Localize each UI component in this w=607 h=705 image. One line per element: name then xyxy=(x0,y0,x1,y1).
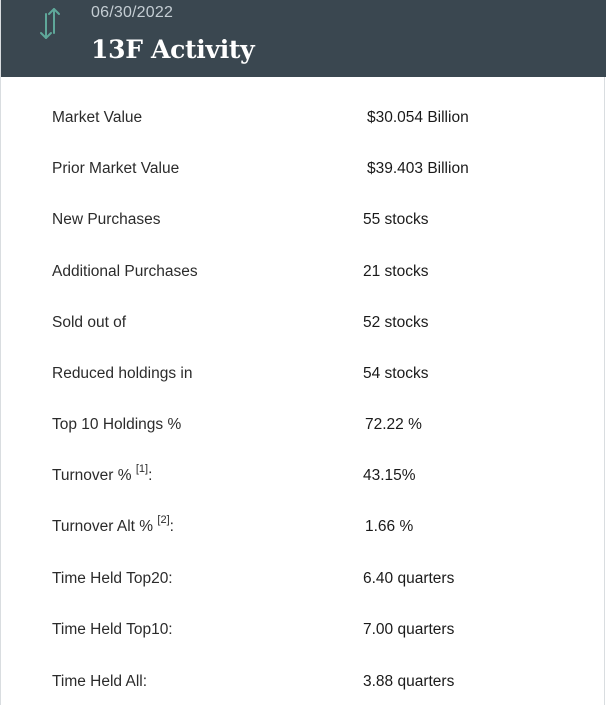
turnover-label-text: Turnover % xyxy=(52,467,132,484)
top10-holdings-value: 72.22 % xyxy=(365,416,422,433)
card-header xyxy=(1,0,606,77)
turnover-alt-value: 1.66 % xyxy=(365,518,414,535)
sold-out-of-value: 52 stocks xyxy=(363,314,429,331)
turnover-alt-footnote-link[interactable]: [2] xyxy=(157,514,170,526)
new-purchases-value: 55 stocks xyxy=(363,211,429,228)
reduced-holdings-value: 54 stocks xyxy=(363,365,429,382)
time-held-top10-value: 7.00 quarters xyxy=(363,621,455,638)
additional-purchases-label: Additional Purchases xyxy=(52,263,198,280)
turnover-footnote-link[interactable]: [1] xyxy=(135,463,149,475)
prior-market-value-value: $39.403 Billion xyxy=(367,160,469,177)
additional-purchases-value: 21 stocks xyxy=(363,263,429,280)
new-purchases-label: New Purchases xyxy=(52,211,161,228)
report-date: 06/30/2022 xyxy=(91,4,174,21)
top10-holdings-label: Top 10 Holdings % xyxy=(52,416,182,433)
turnover-alt-label-suffix: : xyxy=(169,518,174,535)
time-held-top20-value: 6.40 quarters xyxy=(363,570,455,587)
up-down-arrows-icon xyxy=(37,6,63,42)
time-held-all-value: 3.88 quarters xyxy=(363,673,455,690)
page-title: 13F Activity xyxy=(91,35,255,64)
turnover-alt-label-text: Turnover Alt % xyxy=(52,518,154,535)
turnover-label xyxy=(52,463,153,485)
time-held-all-label: Time Held All: xyxy=(52,673,148,690)
turnover-alt-label xyxy=(52,514,174,536)
market-value-value: $30.054 Billion xyxy=(367,109,469,126)
reduced-holdings-label: Reduced holdings in xyxy=(52,365,193,382)
time-held-top20-label: Time Held Top20: xyxy=(52,570,173,587)
turnover-value: 43.15% xyxy=(363,467,416,484)
turnover-label-suffix: : xyxy=(148,467,153,484)
prior-market-value-label: Prior Market Value xyxy=(52,160,180,177)
market-value-label: Market Value xyxy=(52,109,143,126)
sold-out-of-label: Sold out of xyxy=(52,314,127,331)
time-held-top10-label: Time Held Top10: xyxy=(52,621,173,638)
